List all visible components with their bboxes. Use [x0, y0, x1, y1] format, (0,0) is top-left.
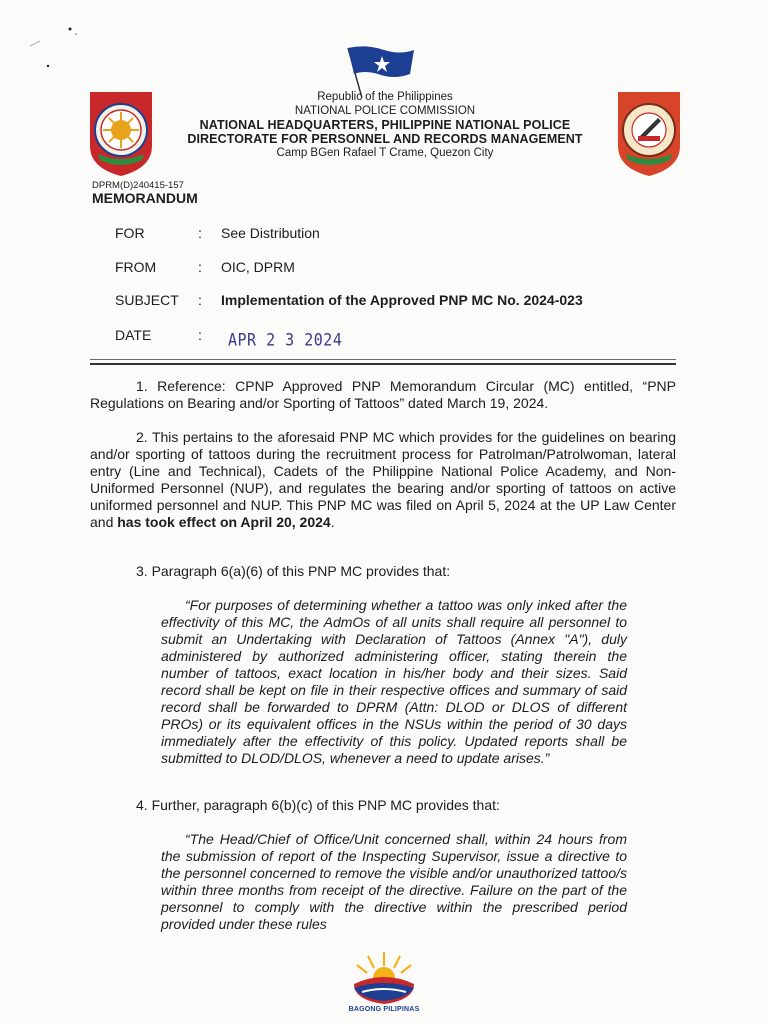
bagong-pilipinas-text: BAGONG PILIPINAS [348, 1006, 420, 1013]
paragraph-2-effectivity: has took effect on April 20, 2024 [117, 514, 331, 530]
header-divider-thin [90, 359, 676, 360]
for-label: FOR [115, 225, 145, 241]
for-value: See Distribution [221, 225, 320, 241]
date-stamp: APR 2 3 2024 [228, 329, 343, 351]
quote-2 [161, 831, 627, 933]
paragraph-3-text: 3. Paragraph 6(a)(6) of this PNP MC provides that: [136, 563, 451, 579]
paragraph-4 [90, 797, 676, 814]
bagong-pilipinas-logo [348, 948, 420, 1006]
quote-1 [161, 597, 627, 767]
directorate-line: DIRECTORATE FOR PERSONNEL AND RECORDS MANAGEMENT [187, 132, 583, 146]
paragraph-2 [90, 429, 676, 531]
headquarters-line: NATIONAL HEADQUARTERS, PHILIPPINE NATIONAL POLICE [199, 118, 571, 132]
for-colon: : [198, 225, 202, 241]
pnp-seal-icon [84, 88, 158, 178]
scan-specks [26, 24, 96, 74]
from-value: OIC, DPRM [221, 259, 295, 275]
quote-2-text: “The Head/Chief of Office/Unit concerned shall, within 24 hours from the submission of report of the Inspecting Supervisor, issue a directive to the personnel concerned to remove the visible and/or unauthorized tattoo/s within three months from receipt of the directive. Failure on the part of the personnel to comply with the directive within the prescribed period provided under these rules [161, 831, 627, 932]
subject-label: SUBJECT [115, 292, 179, 308]
date-label: DATE [115, 327, 152, 343]
paragraph-2-text: 2. This pertains to the aforesaid PNP MC which provides for the guidelines on bearing and/or sporting of tattoos during the recruitment process for Patrolman/Patrolwoman, lateral entry (Line and Technical), Cadets of the Philippine National Police Academy, and Non-Uniformed Personnel (NUP), and regulates the bearing and/or sporting of tattoos on active uniformed personnel and NUP. This PNP MC was filed on April 5, 2024 at the UP Law Center and [90, 429, 676, 530]
header-divider-thick [90, 363, 676, 365]
address-line: Camp BGen Rafael T Crame, Quezon City [276, 147, 494, 159]
subject-colon: : [198, 292, 202, 308]
paragraph-1 [90, 378, 676, 412]
memo-title: MEMORANDUM [92, 190, 198, 206]
commission-line: NATIONAL POLICE COMMISSION [294, 105, 476, 117]
republic-line: Republic of the Philippines [317, 91, 453, 103]
paragraph-4-text: 4. Further, paragraph 6(b)(c) of this PNP MC provides that: [136, 797, 500, 813]
from-colon: : [198, 259, 202, 275]
subject-value: Implementation of the Approved PNP MC No. 2024-023 [221, 292, 583, 308]
quote-1-text: “For purposes of determining whether a tattoo was only inked after the effectivity of this MC, the AdmOs of all units shall require all personnel to submit an Undertaking with Declaration of Tattoos (Annex "A"), duly administered by authorized administering officer, stating therein the number of tattoos, exact location in his/her body and their sizes. Said record shall be kept on file in their respective offices and summary of said record shall be forwarded to DPRM (Attn: DLOD or DLOS of different PROs) or its equivalent offices in the NSUs within the period of 30 days immediately after the effectivity of this policy. Updated reports shall be submitted to DLOD/DLOS, whenever a need to update arises.” [161, 597, 627, 766]
document-code: DPRM(D)240415-157 [92, 180, 184, 191]
paragraph-3 [90, 563, 676, 580]
dprm-seal-icon [612, 88, 686, 178]
date-colon: : [198, 327, 202, 343]
paragraph-2-end: . [330, 514, 335, 530]
letterhead [150, 90, 620, 160]
paragraph-1-text: 1. Reference: CPNP Approved PNP Memorandum Circular (MC) entitled, “PNP Regulations on Bearing and/or Sporting of Tattoos” dated March 19, 2024. [90, 378, 676, 411]
from-label: FROM [115, 259, 157, 275]
